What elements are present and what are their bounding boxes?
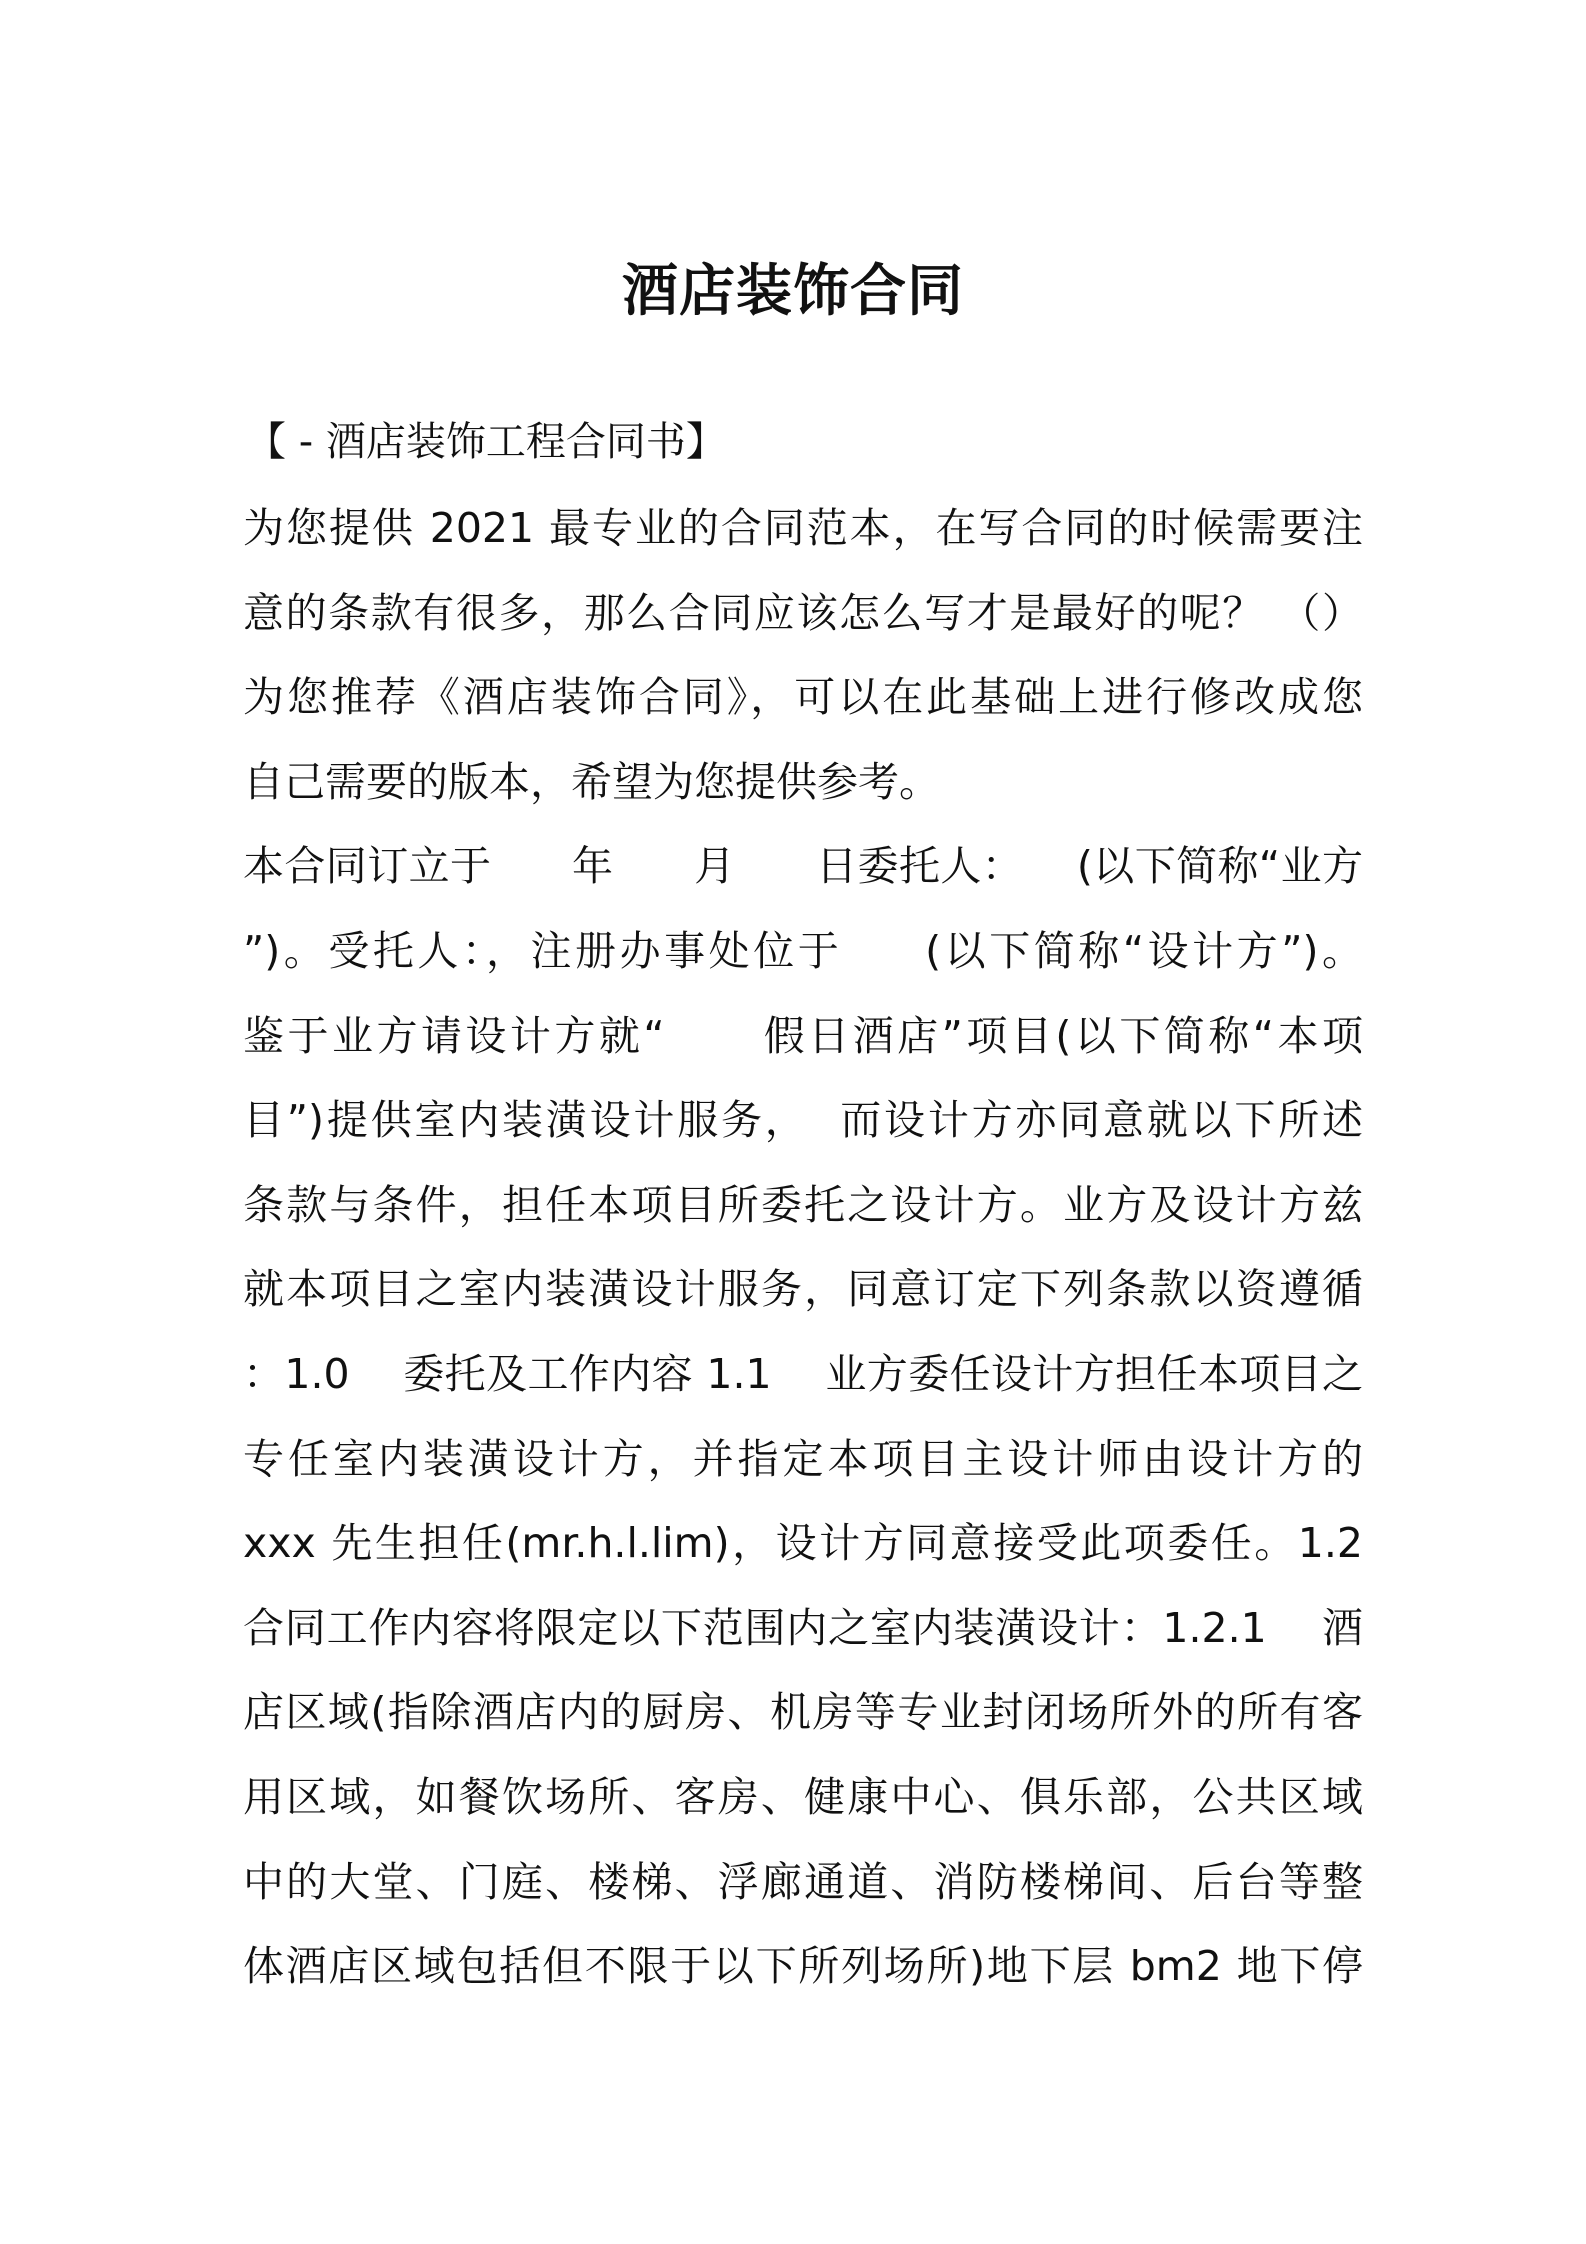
document-subtitle: 【 - 酒店装饰工程合同书】 <box>246 419 726 465</box>
body-line: 鉴于业方请设计方就“ 假日酒店”项目(以下简称“本项 <box>243 1011 1363 1060</box>
body-line: xxx 先生担任(mr.h.l.lim)，设计方同意接受此项委任。1.2 <box>243 1519 1363 1568</box>
body-line: 店区域(指除酒店内的厨房、机房等专业封闭场所外的所有客 <box>243 1688 1363 1737</box>
body-line: 就本项目之室内装潢设计服务，同意订定下列条款以资遵循 <box>243 1265 1363 1314</box>
body-line: 专任室内装潢设计方，并指定本项目主设计师由设计方的 <box>243 1434 1363 1483</box>
body-line: 本合同订立于 年 月 日委托人： (以下简称“业方 <box>243 842 1363 891</box>
body-line: ”)。受托人：，注册办事处位于 (以下简称“设计方”)。 <box>243 926 1363 975</box>
body-line: ：1.0 委托及工作内容 1.1 业方委任设计方担任本项目之 <box>243 1349 1363 1398</box>
body-line: 意的条款有很多，那么合同应该怎么写才是最好的呢？ （） <box>243 588 1363 637</box>
document-body <box>243 498 1363 2021</box>
body-line: 条款与条件，担任本项目所委托之设计方。业方及设计方兹 <box>243 1180 1363 1229</box>
body-line: 体酒店区域包括但不限于以下所列场所)地下层 bm2 地下停 <box>243 1942 1363 1991</box>
body-line: 为您提供 2021 最专业的合同范本，在写合同的时候需要注 <box>243 504 1363 552</box>
body-line: 自己需要的版本，希望为您提供参考。 <box>243 757 940 806</box>
body-line: 合同工作内容将限定以下范围内之室内装潢设计：1.2.1 酒 <box>243 1603 1363 1652</box>
document-title: 酒店装饰合同 <box>622 259 964 324</box>
body-line: 用区域，如餐饮场所、客房、健康中心、俱乐部，公共区域 <box>243 1772 1363 1821</box>
body-line: 为您推荐《酒店装饰合同》，可以在此基础上进行修改成您 <box>243 673 1363 722</box>
body-line: 中的大堂、门庭、楼梯、浮廊通道、消防楼梯间、后台等整 <box>243 1857 1363 1906</box>
body-line: 目”)提供室内装潢设计服务， 而设计方亦同意就以下所述 <box>243 1096 1363 1145</box>
